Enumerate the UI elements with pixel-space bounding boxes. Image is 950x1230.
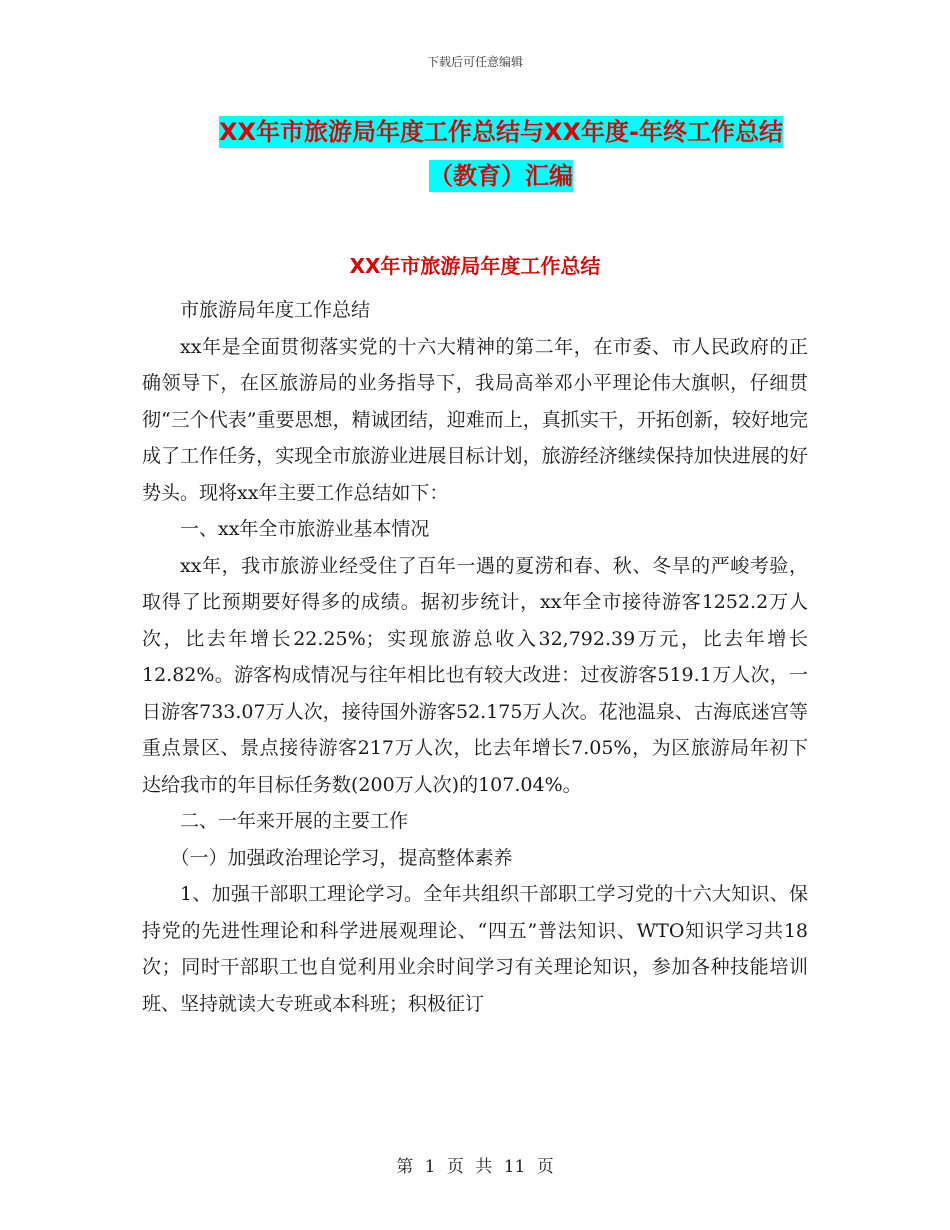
document-title-line-1: XX年市旅游局年度工作总结与XX年度-年终工作总结: [219, 118, 783, 146]
document-title-line-2: （教育）汇编: [429, 162, 573, 190]
paragraph-heading-2: 二、一年来开展的主要工作: [180, 810, 409, 832]
paragraph-intro: xx年是全面贯彻落实党的十六大精神的第二年，在市委、市人民政府的正确领导下，在区旅游局的业务指导下，我局高举邓小平理论伟大旗帜，仔细贯彻“三个代表”重要思想，精诚团结，迎难而上，真抓实干，开拓创新，较好地完成了工作任务，实现全市旅游业进展目标计划，旅游经济继续保持加快进展的好势头。现将xx年主要工作总结如下：: [142, 335, 808, 504]
paragraph-heading-1: 一、xx年全市旅游业基本情况: [180, 518, 430, 540]
section-title: XX年市旅游局年度工作总结: [349, 254, 601, 278]
paragraph-basic-situation: xx年，我市旅游业经受住了百年一遇的夏涝和春、秋、冬旱的严峻考验，取得了比预期要好得多的成绩。据初步统计，xx年全市接待游客1252.2万人次，比去年增长22.25%；实现旅游总收入32,792.39万元，比去年增长12.82%。游客构成情况与往年相比也有较大改进：过夜游客519.1万人次，一日游客733.07万人次，接待国外游客52.175万人次。花池温泉、古海底迷宫等重点景区、景点接待游客217万人次，比去年增长7.05%，为区旅游局年初下达给我市的年目标任务数(200万人次)的107.04%。: [142, 554, 808, 796]
document-body: [142, 292, 808, 1022]
paragraph-study: 1、加强干部职工理论学习。全年共组织干部职工学习党的十六大知识、保持党的先进性理论和科学进展观理论、“四五”普法知识、WTO知识学习共18次；同时干部职工也自觉利用业余时间学习有关理论知识，参加各种技能培训班、坚持就读大专班或本科班；积极征订: [142, 883, 808, 1015]
paragraph-subtitle: 市旅游局年度工作总结: [180, 299, 371, 321]
paragraph-subheading-1: （一）加强政治理论学习，提高整体素养: [170, 846, 513, 869]
page-header-note: 下载后可任意编辑: [426, 55, 523, 69]
page-number-footer: 第 1 页 共 11 页: [396, 1157, 554, 1177]
document-title: [140, 110, 862, 198]
